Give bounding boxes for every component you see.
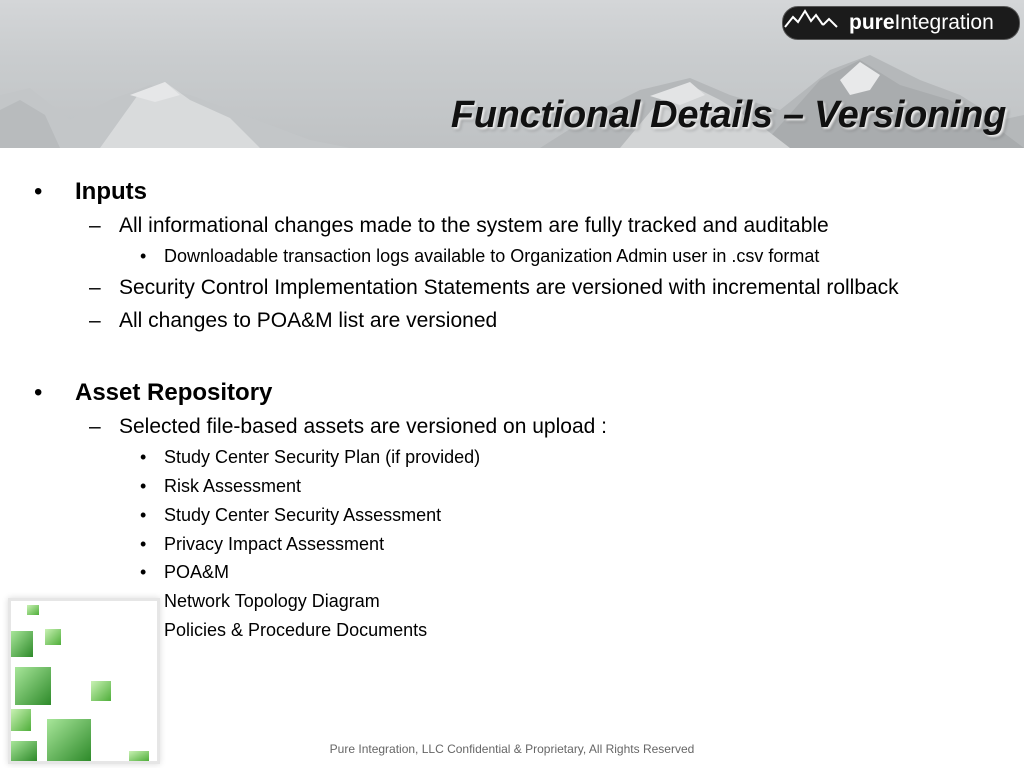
sub-list-item: Downloadable transaction logs available to Organization Admin user in .csv format <box>164 246 820 266</box>
section-bullet: • <box>34 379 43 406</box>
list-item: All informational changes made to the system are fully tracked and auditable <box>119 214 829 237</box>
list-item: All changes to POA&M list are versioned <box>119 309 498 332</box>
cubes-icon <box>11 601 157 761</box>
sub-list-item: Study Center Security Assessment <box>164 505 442 525</box>
sub-bullet: • <box>140 476 147 496</box>
company-logo <box>782 6 1020 40</box>
sub-list-item: Study Center Security Plan (if provided) <box>164 447 481 467</box>
dash-marker: – <box>89 214 101 237</box>
sub-list-item: POA&M <box>164 562 230 582</box>
sub-list-item: Privacy Impact Assessment <box>164 534 385 554</box>
dash-marker: – <box>89 276 101 299</box>
dash-marker: – <box>89 309 101 332</box>
slide-title: Functional Details – Versioning <box>450 94 1006 136</box>
footer-text: Pure Integration, LLC Confidential & Proprietary, All Rights Reserved <box>329 742 695 756</box>
sub-list-item: Network Topology Diagram <box>164 591 380 611</box>
sub-bullet: • <box>140 562 147 582</box>
sub-bullet: • <box>140 505 147 525</box>
logo-text: pureIntegration <box>849 11 994 34</box>
green-cubes-graphic <box>8 598 160 764</box>
section-heading: Inputs <box>75 178 147 205</box>
sub-bullet: • <box>140 534 147 554</box>
sub-bullet: • <box>140 447 147 467</box>
sub-list-item: Policies & Procedure Documents <box>164 620 428 640</box>
header-banner <box>0 0 1024 148</box>
list-item: Security Control Implementation Statements are versioned with incremental rollback <box>119 276 899 299</box>
section-bullet: • <box>34 178 43 205</box>
dash-marker: – <box>89 415 101 438</box>
section-heading: Asset Repository <box>75 379 273 406</box>
list-item: Selected file-based assets are versioned on upload : <box>119 415 607 438</box>
sub-bullet: • <box>140 246 147 266</box>
mountain-logo-icon <box>783 7 839 29</box>
sub-list-item: Risk Assessment <box>164 476 302 496</box>
